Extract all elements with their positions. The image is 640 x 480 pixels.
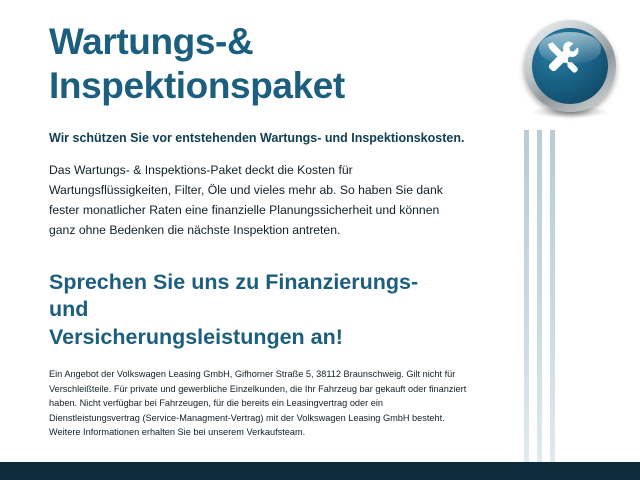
lead-paragraph: Wir schützen Sie vor entstehenden Wartungs- und Inspektionskosten. <box>49 131 465 146</box>
page-title <box>49 20 469 107</box>
wrench-screwdriver-icon <box>539 35 585 81</box>
decorative-stripes <box>524 130 568 462</box>
title-line-2: Inspektionspaket <box>49 64 345 106</box>
stripe-1 <box>524 130 529 462</box>
title-line-1: Wartungs-& <box>49 21 254 62</box>
subhead-line-2: Versicherungsleistungen an! <box>49 324 343 349</box>
subhead-line-1: Sprechen Sie uns zu Finanzierungs- und <box>49 269 419 322</box>
call-to-action-heading <box>49 269 459 352</box>
legal-fineprint: Ein Angebot der Volkswagen Leasing GmbH, Gifhorner Straße 5, 38112 Braunschweig. Gilt nicht für Verschleißteile. Für private und gewerbliche Einzelkunden, die Ihr Fahrzeug bar gekauft oder finanziert haben. Nicht verfügbar bei Fahrzeugen, für die bereits ein Leasingvertrag oder ein Dienstleistungsvertrag (Service-Managment-Vertrag) mit der Volkswagen Leasing GmbH besteht. Weitere Informationen erhalten Sie bei unserem Verkaufsteam. <box>49 369 467 438</box>
service-badge <box>524 20 616 112</box>
content-column <box>49 20 469 440</box>
body-paragraph: Das Wartungs- & Inspektions-Paket deckt die Kosten für Wartungsflüssigkeiten, Filter, Öle und vieles mehr ab. So haben Sie dank fester monatlicher Raten eine finanzielle Planungssicherheit und können ganz ohne Bedenken die nächste Inspektion antreten. <box>49 163 443 237</box>
stripe-3 <box>550 130 555 462</box>
footer-band <box>0 462 640 480</box>
stripe-2 <box>537 130 542 462</box>
